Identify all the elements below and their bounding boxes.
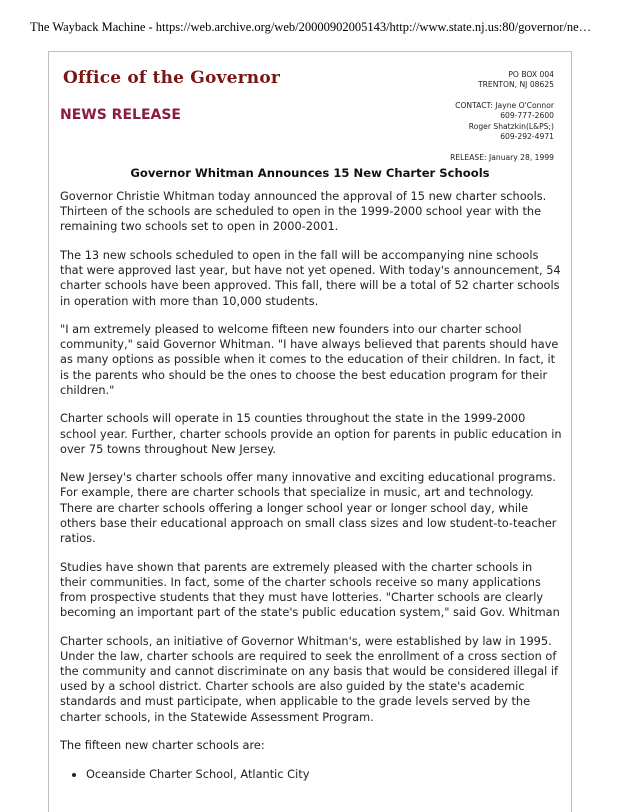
article-paragraph: Charter schools will operate in 15 counties throughout the state in the 1999-2000 school year. Further, charter schools provide an option for parents in public education in over 75 towns throughout New Jersey. [60, 411, 562, 456]
article-body [60, 189, 562, 782]
article-paragraph: The fifteen new charter schools are: [60, 738, 265, 753]
article-paragraph: Governor Christie Whitman today announced the approval of 15 new charter schools. Thirteen of the schools are scheduled to open in the 1999-2000 school year with the remaining two schools set to open in 2000-2001. [60, 189, 547, 234]
article-headline: Governor Whitman Announces 15 New Charter Schools [130, 166, 490, 180]
article-paragraph: "I am extremely pleased to welcome fifteen new founders into our charter school community," said Governor Whitman. "I have always believed that parents should have as many options as possible when it comes to the education of their children. In fact, it is the parents who should be the ones to choose the best education program for their children." [60, 322, 559, 397]
city-address: TRENTON, NJ 08625 [477, 80, 554, 90]
list-item: • Oceanside Charter School, Atlantic City [86, 767, 562, 782]
news-release-label: NEWS RELEASE [60, 107, 181, 123]
contact-block [354, 70, 554, 164]
page-frame [48, 51, 572, 812]
article-paragraph: Charter schools, an initiative of Governor Whitman's, were established by law in 1995. Under the law, charter schools are required to seek the enrollment of a cross section of the community and cannot discriminate on any basis that would be considered illegal if used by a school district. Charter schools are also guided by the state's academic standards and must participate, when applicable to the grade levels served by the charter schools, in the Statewide Assessment Program. [60, 633, 559, 724]
contact-phone-2: 609-292-4971 [500, 132, 554, 142]
article-paragraph: Studies have shown that parents are extremely pleased with the charter schools in their communities. In fact, some of the charter schools receive so many applications from prospective students that they must have lotteries. "Charter schools are clearly becoming an important part of the state's public education system," said Gov. Whitman [60, 559, 560, 620]
article-paragraph: New Jersey's charter schools offer many innovative and exciting educational programs. For example, there are charter schools that specialize in music, art and technology. There are charter schools offering a longer school year or longer school day, while others base their educational approach on small class sizes and low student-to-teacher ratios. [60, 470, 557, 546]
article-paragraph: The 13 new schools scheduled to open in the fall will be accompanying nine schools that were approved last year, but have not yet opened. With today's announcement, 54 charter schools have been approved. This fall, there will be a total of 52 charter schools in operation with more than 10,000 students. [60, 247, 561, 308]
release-date: RELEASE: January 28, 1999 [450, 153, 554, 163]
contact-name-1: CONTACT: Jayne O'Connor [455, 100, 554, 110]
po-box: PO BOX 004 [508, 70, 554, 79]
office-title: Office of the Governor [63, 68, 281, 88]
contact-name-2: Roger Shatzkin(L&PS;) [468, 121, 554, 131]
print-header-url: The Wayback Machine - https://web.archive.org/web/20000902005143/http://www.state.nj.us:80/governor/ne… [30, 20, 592, 34]
contact-phone-1: 609-777-2600 [500, 111, 554, 121]
schools-list [60, 767, 562, 782]
